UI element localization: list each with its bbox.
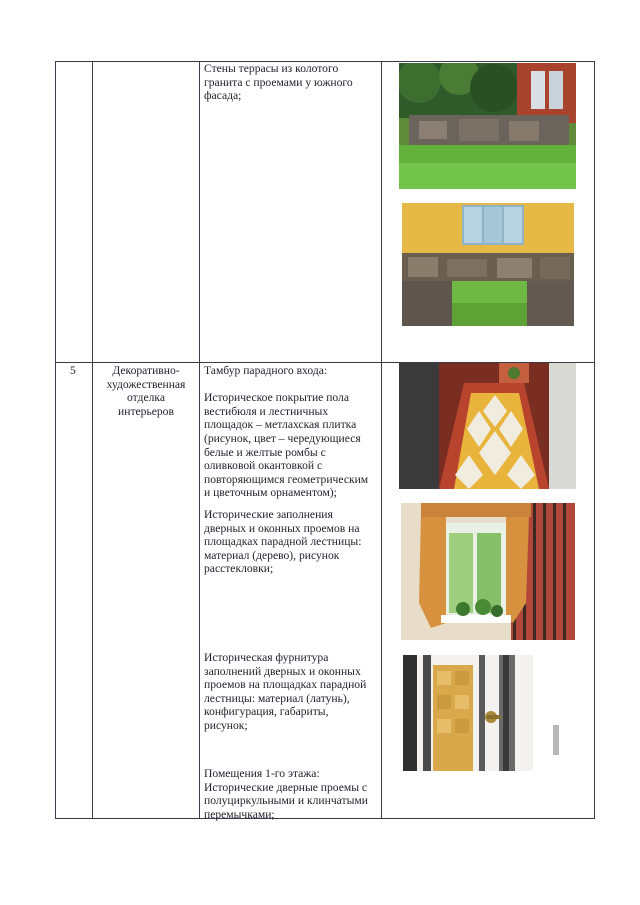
row-2-description-fittings: Историческая фурнитура заполнений дверных и оконных проемов на площадках парадной лестницы: материал (латунь), конфигурация, габариты, рисунок; — [204, 651, 367, 732]
column-divider-1 — [92, 61, 93, 818]
column-divider-3 — [381, 61, 382, 818]
row-2-description-vestibule: Тамбур парадного входа: Историческое покрытие пола вестибюля и лестничных площадок – метлахская плитка (рисунок, цвет – чередующиеся белые и желтые ромбы с оливковой окантовкой с повторяющимся геометрическим и цветочным орнаментом); — [204, 364, 369, 500]
row-1-description: Стены террасы из колотого гранита с проемами у южного фасада; — [204, 62, 353, 103]
row-2-number: 5 — [70, 364, 76, 377]
stair-window-photo — [401, 503, 575, 640]
table-border-left — [55, 61, 56, 818]
terrace-garden-photo — [399, 63, 576, 189]
row-2-name: Декоративно- художественная отделка интерьеров — [106, 364, 186, 418]
tile-floor-photo — [399, 363, 576, 489]
row-2-description-windows: Исторические заполнения дверных и оконных проемов на площадках парадной лестницы: материал (дерево), рисунок расстекловки; — [204, 508, 362, 576]
column-divider-2 — [199, 61, 200, 818]
terrace-window-photo — [402, 203, 574, 326]
table-border-right — [594, 61, 595, 818]
row-2-description-first-floor: Помещения 1-го этажа: Исторические дверные проемы с полуциркульными и клинчатыми перемычками; — [204, 767, 368, 821]
brass-fitting-photo — [403, 655, 573, 771]
